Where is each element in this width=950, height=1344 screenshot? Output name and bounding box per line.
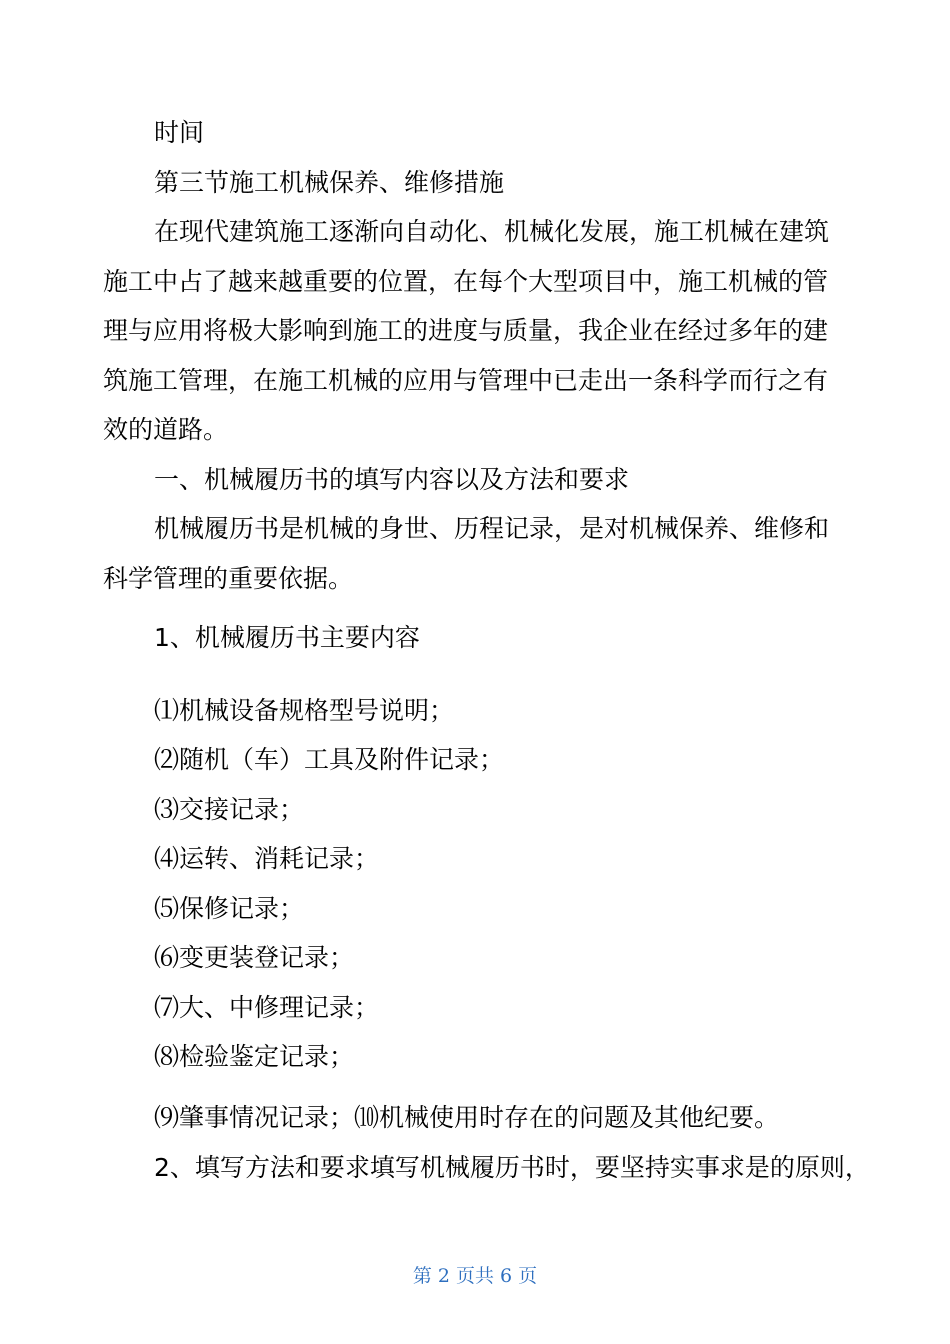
paragraph-line: 筑施工管理，在施工机械的应用与管理中已走出一条科学而行之有 bbox=[103, 366, 829, 395]
paragraph-line: 在现代建筑施工逐渐向自动化、机械化发展，施工机械在建筑 bbox=[154, 217, 830, 246]
paragraph-line: 理与应用将极大影响到施工的进度与质量，我企业在经过多年的建 bbox=[103, 316, 829, 345]
list-item: ⑹变更装登记录； bbox=[154, 943, 355, 972]
list-item: ⑶交接记录； bbox=[154, 795, 305, 824]
paragraph-line: 施工中占了越来越重要的位置，在每个大型项目中，施工机械的管 bbox=[103, 267, 829, 296]
paragraph-line: 2、填写方法和要求填写机械履历书时，要坚持实事求是的原则， bbox=[154, 1153, 870, 1182]
list-heading: 1、机械履历书主要内容 bbox=[154, 623, 420, 652]
paragraph-line: 科学管理的重要依据。 bbox=[103, 564, 354, 593]
list-item: ⑺大、中修理记录； bbox=[154, 993, 380, 1022]
list-item: ⑷运转、消耗记录； bbox=[154, 844, 380, 873]
list-item: ⑼肇事情况记录；⑽机械使用时存在的问题及其他纪要。 bbox=[154, 1103, 780, 1132]
text-line: 时间 bbox=[154, 118, 205, 147]
list-item: ⑻检验鉴定记录； bbox=[154, 1042, 355, 1071]
paragraph-line: 效的道路。 bbox=[103, 415, 229, 444]
section-heading: 第三节施工机械保养、维修措施 bbox=[154, 168, 505, 197]
page-number-footer: 第 2 页共 6 页 bbox=[412, 1265, 538, 1287]
list-item: ⑴机械设备规格型号说明； bbox=[154, 696, 455, 725]
list-item: ⑸保修记录； bbox=[154, 894, 305, 923]
subsection-heading: 一、机械履历书的填写内容以及方法和要求 bbox=[154, 465, 630, 494]
list-item: ⑵随机（车）工具及附件记录； bbox=[154, 745, 505, 774]
paragraph-line: 机械履历书是机械的身世、历程记录，是对机械保养、维修和 bbox=[154, 514, 830, 543]
